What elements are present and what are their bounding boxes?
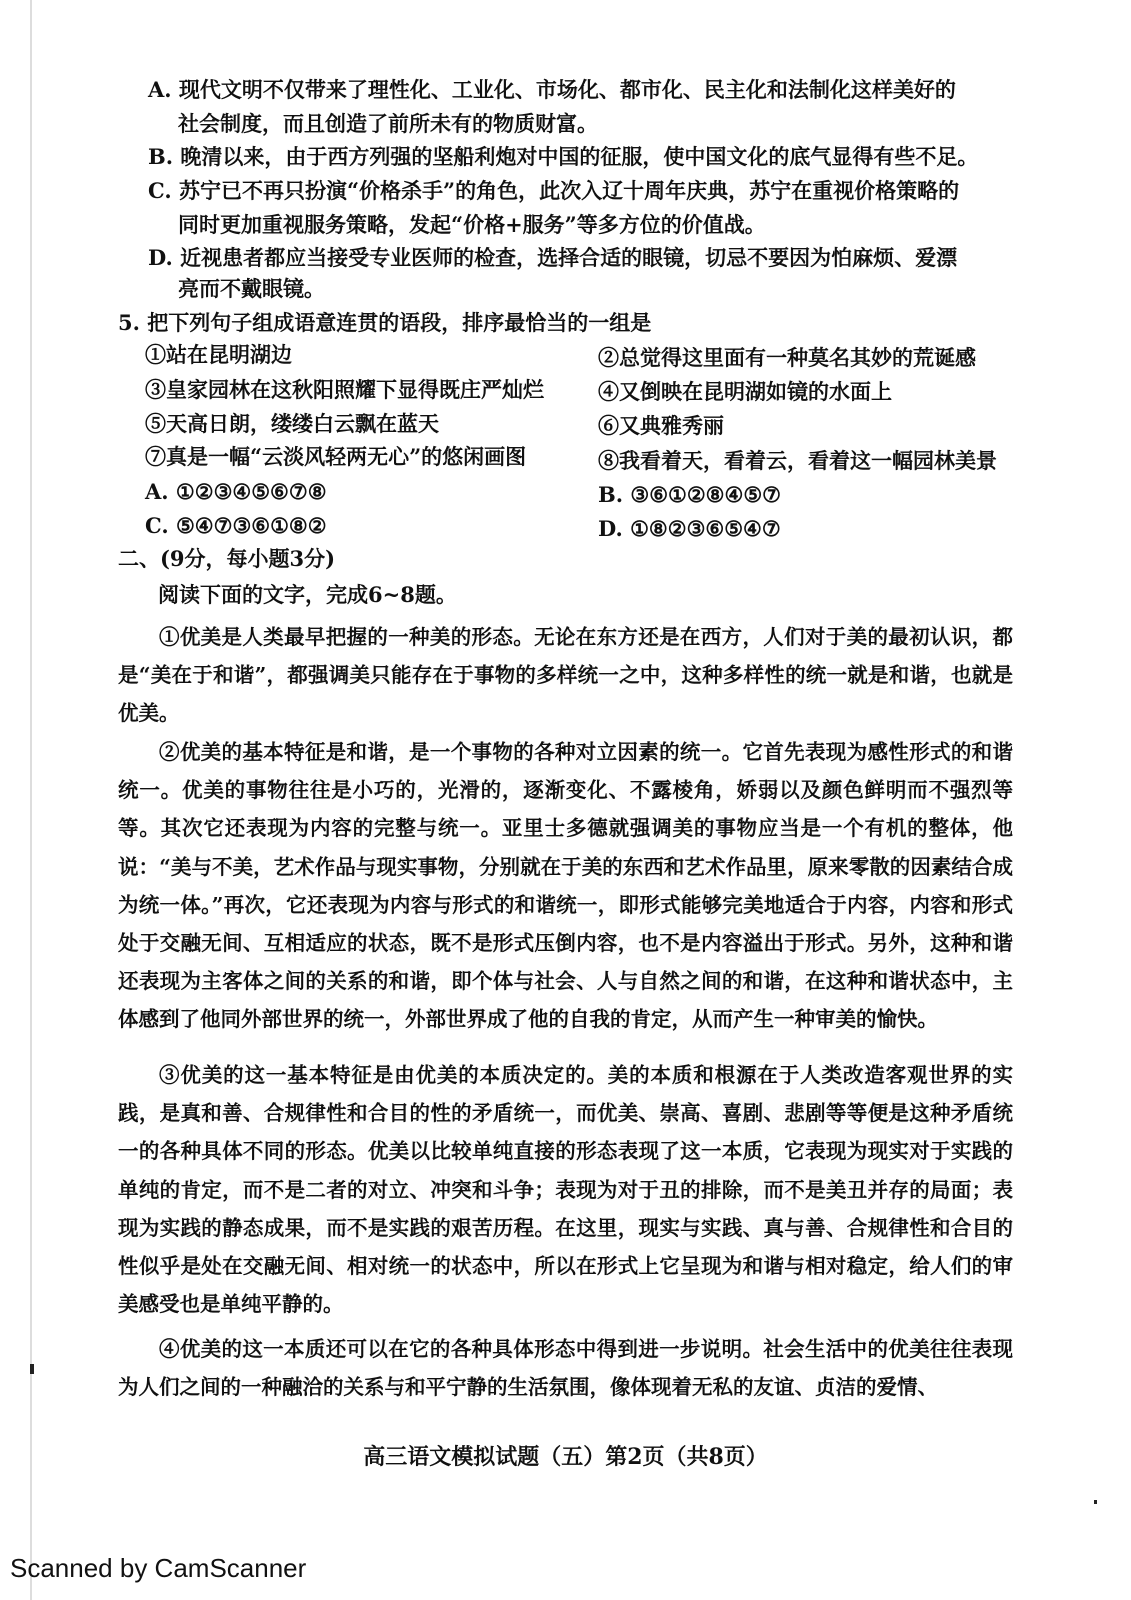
camscanner-watermark: Scanned by CamScanner <box>10 1553 307 1583</box>
q5-option-b: B. ③⑥①②⑧④⑤⑦ <box>598 482 781 507</box>
q5-item-3: ③皇家园林在这秋阳照耀下显得既庄严灿烂 <box>145 377 544 402</box>
passage-paragraph-4: ④优美的这一本质还可以在它的各种具体形态中得到进一步说明。社会生活中的优美往往表现为人们之间的一种融洽的关系与和平宁静的生活氛围，像体现着无私的友谊、贞洁的爱情、 <box>118 1337 1013 1400</box>
q5-item-6: ⑥又典雅秀丽 <box>598 413 724 438</box>
page-footer: 高三语文模拟试题（五）第2页（共8页） <box>363 1444 768 1470</box>
q4-option-a: A. 现代文明不仅带来了理性化、工业化、市场化、都市化、民主化和法制化这样美好的 <box>148 77 956 102</box>
passage-paragraph-2: ②优美的基本特征是和谐，是一个事物的各种对立因素的统一。它首先表现为感性形式的和谐统一。优美的事物往往是小巧的，光滑的，逐渐变化、不露棱角，娇弱以及颜色鲜明而不强烈等等。其次它还表现为内容的完整与统一。亚里士多德就强调美的事物应当是一个有机的整体，他说：“美与不美，艺术作品与现实事物，分别就在于美的东西和艺术作品里，原来零散的因素结合成为统一体。”再次，它还表现为内容与形式的和谐统一，即形式能够完美地适合于内容，内容和形式处于交融无间、互相适应的状态，既不是形式压倒内容，也不是内容溢出于形式。另外，这种和谐还表现为主客体之间的关系的和谐，即个体与社会、人与自然之间的和谐，在这种和谐状态中，主体感到了他同外部世界的统一，外部世界成了他的自我的肯定，从而产生一种审美的愉快。 <box>118 740 1013 1032</box>
q5-item-2: ②总觉得这里面有一种莫名其妙的荒诞感 <box>598 345 976 370</box>
q5-item-5: ⑤天高日朗，缕缕白云飘在蓝天 <box>145 411 439 436</box>
q4-option-d: D. 近视患者都应当接受专业医师的检查，选择合适的眼镜，切忌不要因为怕麻烦、爱漂 <box>148 245 958 270</box>
q5-stem: 5. 把下列句子组成语意连贯的语段，排序最恰当的一组是 <box>118 310 652 335</box>
q5-option-d: D. ①⑧②③⑥⑤④⑦ <box>598 516 781 541</box>
q4-option-d-continued: 亮而不戴眼镜。 <box>178 276 325 301</box>
q4-option-b: B. 晚清以来，由于西方列强的坚船利炮对中国的征服，使中国文化的底气显得有些不足。 <box>148 144 979 169</box>
q5-item-4: ④又倒映在昆明湖如镜的水面上 <box>598 379 892 404</box>
passage-paragraph-3: ③优美的这一基本特征是由优美的本质决定的。美的本质和根源在于人类改造客观世界的实践，是真和善、合规律性和合目的性的矛盾统一，而优美、崇高、喜剧、悲剧等等便是这种矛盾统一的各种具体不同的形态。优美以比较单纯直接的形态表现了这一本质，它表现为现实对于实践的单纯的肯定，而不是二者的对立、冲突和斗争；表现为对于丑的排除，而不是美丑并存的局面；表现为实践的静态成果，而不是实践的艰苦历程。在这里，现实与实践、真与善、合规律性和合目的性似乎是处在交融无间、相对统一的状态中，所以在形式上它呈现为和谐与相对稳定，给人们的审美感受也是单纯平静的。 <box>118 1063 1013 1317</box>
passage-paragraph-1: ①优美是人类最早把握的一种美的形态。无论在东方还是在西方，人们对于美的最初认识，都是“美在于和谐”，都强调美只能存在于事物的多样统一之中，这种多样性的统一就是和谐，也就是优美。 <box>118 625 1013 726</box>
scan-speck <box>30 1364 34 1374</box>
scan-edge-shadow <box>30 0 32 1600</box>
q5-item-7: ⑦真是一幅“云淡风轻两无心”的悠闲画图 <box>145 444 527 469</box>
q5-option-c: C. ⑤④⑦③⑥①⑧② <box>145 513 327 538</box>
q4-option-c-continued: 同时更加重视服务策略，发起“价格+服务”等多方位的价值战。 <box>178 212 766 237</box>
section2-instruction: 阅读下面的文字，完成6~8题。 <box>158 582 457 607</box>
q4-option-a-continued: 社会制度，而且创造了前所未有的物质财富。 <box>178 111 598 136</box>
q4-option-c: C. 苏宁已不再只扮演“价格杀手”的角色，此次入辽十周年庆典，苏宁在重视价格策略的 <box>148 178 960 203</box>
q5-item-8: ⑧我看着天，看着云，看着这一幅园林美景 <box>598 448 997 473</box>
q5-option-a: A. ①②③④⑤⑥⑦⑧ <box>145 479 327 504</box>
scan-speck <box>1094 1500 1097 1504</box>
q5-item-1: ①站在昆明湖边 <box>145 342 292 367</box>
section2-heading: 二、(9分，每小题3分) <box>118 546 336 571</box>
